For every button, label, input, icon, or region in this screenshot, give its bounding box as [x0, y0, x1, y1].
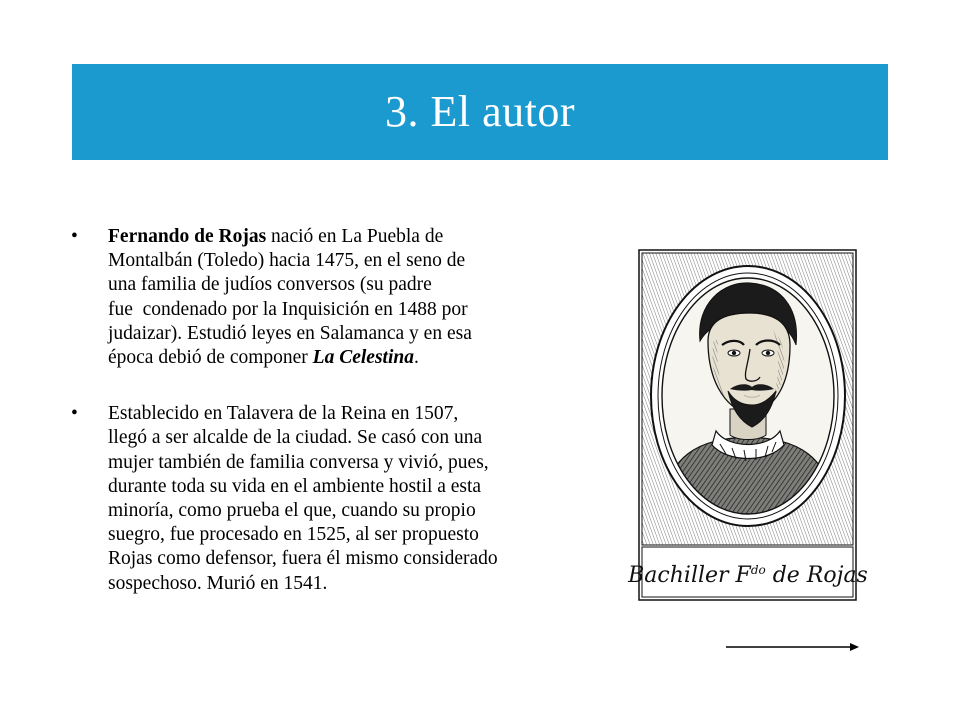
bullet-line: [108, 225, 610, 249]
next-slide-arrow[interactable]: [726, 639, 860, 655]
bullet-line: [108, 426, 610, 450]
text-run: judaizar). Estudió leyes en Salamanca y en esa: [108, 322, 472, 344]
text-run: suegro, fue procesado en 1525, al ser propuesto: [108, 524, 479, 546]
text-run: minoría, como prueba el que, cuando su propio: [108, 500, 476, 522]
bullet-marker: •: [71, 226, 78, 247]
text-run: Establecido en Talavera de la Reina en 1507,: [108, 403, 459, 425]
bullet-item: [70, 402, 610, 596]
bullet-line: [108, 499, 610, 523]
text-run: época debió de componer: [108, 347, 313, 369]
title-bar: [72, 64, 888, 160]
text-run: sospechoso. Murió en 1541.: [108, 572, 328, 594]
text-run: nació en La Puebla de: [266, 226, 444, 247]
text-run: fue condenado por la Inquisición en 1488 por: [108, 298, 468, 320]
text-run: mujer también de familia conversa y vivió, pues,: [108, 451, 489, 473]
text-run: Fernando de Rojas: [108, 226, 267, 247]
bullet-line: [108, 523, 610, 547]
arrow-right-icon: [726, 639, 860, 655]
slide-title: 3. El autor: [384, 87, 575, 136]
bullet-item: [70, 225, 610, 370]
bullet-line: [108, 249, 610, 273]
bullet-line: [108, 451, 610, 475]
text-run: .: [413, 347, 419, 369]
bullet-list: [70, 225, 610, 596]
bullet-line: [108, 572, 610, 596]
bullet-line: [108, 273, 610, 297]
text-run: durante toda su vida en el ambiente hostil a esta: [108, 475, 482, 497]
portrait-caption: Bachiller $F^{do}$ de Rojas: [628, 563, 868, 588]
bullet-line: [108, 475, 610, 499]
bullet-line: [108, 322, 610, 346]
portrait-engraving: [628, 249, 868, 601]
text-run: llegó a ser alcalde de la ciudad. Se casó con una: [108, 427, 483, 449]
bullet-marker: •: [71, 403, 78, 425]
text-run: Montalbán (Toledo) hacia 1475, en el seno de: [108, 250, 466, 272]
bullet-line: [108, 346, 610, 370]
text-run: La Celestina: [312, 347, 414, 369]
bullet-line: [108, 402, 610, 426]
bullet-line: [108, 298, 610, 322]
text-run: Rojas como defensor, fuera él mismo considerado: [108, 548, 498, 570]
author-portrait: [628, 249, 868, 601]
bullet-line: [108, 547, 610, 571]
text-run: una familia de judíos conversos (su padre: [108, 274, 432, 296]
